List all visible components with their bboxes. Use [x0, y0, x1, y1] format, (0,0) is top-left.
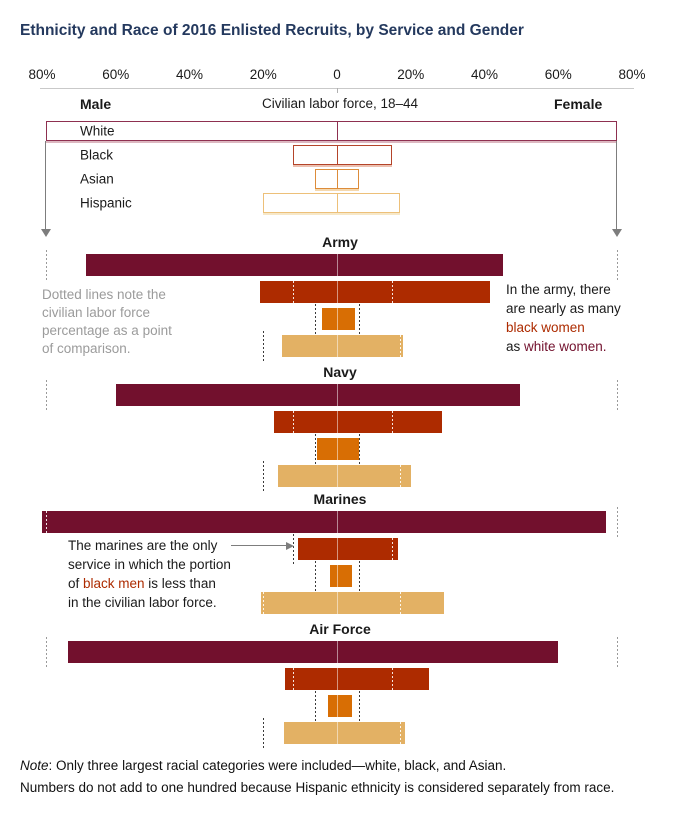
- marines-hispanic-bar: [261, 592, 444, 614]
- civilian-dotted-line-female: [392, 534, 393, 564]
- civilian-dotted-line-male: [46, 380, 47, 410]
- center-line: [337, 121, 338, 141]
- army-annotation-black-women: black women: [506, 320, 585, 335]
- right-reference-arrow-line: [616, 141, 617, 229]
- x-axis-tick-8: 80%: [618, 67, 646, 82]
- civilian-dotted-line-male: [315, 304, 316, 334]
- x-axis-tick-3: 20%: [249, 67, 277, 82]
- center-line: [337, 695, 338, 717]
- civilian-row-hispanic: [0, 193, 680, 213]
- civilian-dotted-line-male: [293, 277, 294, 307]
- center-line: [337, 281, 338, 303]
- center-line: [337, 511, 338, 533]
- civilian-label-black: Black: [80, 147, 114, 163]
- navy-hispanic-bar: [278, 465, 411, 487]
- civilian-dotted-line-male: [293, 664, 294, 694]
- navy-row-hispanic: [0, 465, 680, 487]
- center-line: [337, 308, 338, 330]
- civilian-labor-force-label: Civilian labor force, 18–44: [261, 96, 419, 111]
- navy-white-bar: [116, 384, 520, 406]
- center-line: [337, 254, 338, 276]
- female-side-label: Female: [554, 96, 603, 112]
- civilian-dotted-line-female: [359, 434, 360, 464]
- army-asian-bar: [322, 308, 355, 330]
- civilian-row-white: [0, 121, 680, 141]
- chart-title: Ethnicity and Race of 2016 Enlisted Recruits, by Service and Gender: [20, 22, 524, 39]
- marines-annotation: The marines are the only service in which the portion of black men is less than in the civilian labor force.: [68, 538, 231, 610]
- x-axis-tick-1: 60%: [102, 67, 130, 82]
- air-force-row-black: [0, 668, 680, 690]
- civilian-label-white: White: [80, 123, 115, 139]
- marines-annotation-black-men: black men: [83, 576, 145, 591]
- civilian-row-asian: [0, 169, 680, 189]
- army-annotation: In the army, there are nearly as many black women as white women.: [506, 282, 621, 354]
- civilian-dotted-line-female: [359, 304, 360, 334]
- center-line: [337, 169, 338, 189]
- dotted-lines-note: Dotted lines note the civilian labor force percentage as a point of comparison.: [42, 287, 172, 356]
- civilian-label-asian: Asian: [80, 171, 114, 187]
- air-force-white-bar: [68, 641, 558, 663]
- center-line: [337, 145, 338, 165]
- center-line: [337, 465, 338, 487]
- x-axis-tick-2: 40%: [175, 67, 204, 82]
- left-reference-arrow-line: [45, 141, 46, 229]
- section-title-air-force: Air Force: [309, 621, 371, 637]
- civilian-dotted-line-female: [359, 691, 360, 721]
- center-line: [337, 722, 338, 744]
- civilian-dotted-line-male: [293, 407, 294, 437]
- air-force-row-asian: [0, 695, 680, 717]
- center-line: [337, 335, 338, 357]
- civilian-dotted-line-male: [315, 561, 316, 591]
- civilian-dotted-line-female: [400, 718, 401, 748]
- center-line: [337, 565, 338, 587]
- navy-row-black: [0, 411, 680, 433]
- civilian-box-white: [46, 121, 618, 141]
- center-line: [337, 668, 338, 690]
- male-side-label: Male: [80, 96, 112, 112]
- civilian-dotted-line-female: [617, 637, 618, 667]
- center-line: [337, 592, 338, 614]
- x-axis-tick-5: 20%: [397, 67, 425, 82]
- marines-white-bar: [42, 511, 606, 533]
- civilian-dotted-line-male: [263, 461, 264, 491]
- civilian-box-black: [293, 145, 393, 165]
- civilian-label-hispanic: Hispanic: [80, 195, 132, 211]
- civilian-dotted-line-female: [392, 277, 393, 307]
- center-line: [337, 438, 338, 460]
- civilian-dotted-line-female: [400, 331, 401, 361]
- civilian-dotted-line-male: [46, 250, 47, 280]
- civilian-dotted-line-male: [315, 691, 316, 721]
- army-black-bar: [260, 281, 490, 303]
- zero-tick-mark: [337, 88, 338, 93]
- civilian-dotted-line-female: [392, 407, 393, 437]
- x-axis-tick-0: 80%: [28, 67, 56, 82]
- army-hispanic-bar: [282, 335, 404, 357]
- x-axis-tick-6: 40%: [470, 67, 499, 82]
- center-line: [337, 641, 338, 663]
- center-line: [337, 193, 338, 213]
- x-axis-tick-7: 60%: [544, 67, 572, 82]
- air-force-row-hispanic: [0, 722, 680, 744]
- air-force-hispanic-bar: [284, 722, 406, 744]
- civilian-dotted-line-female: [359, 561, 360, 591]
- army-row-white: [0, 254, 680, 276]
- footnote: Note: Only three largest racial categories were included—white, black, and Asian. Numbers do not add to one hundred because Hispanic ethnicity is considered separately from race.: [20, 758, 615, 795]
- air-force-row-white: [0, 641, 680, 663]
- air-force-asian-bar: [328, 695, 352, 717]
- x-axis-tick-4: 0: [333, 67, 341, 82]
- civilian-dotted-line-female: [392, 664, 393, 694]
- civilian-box-hispanic: [263, 193, 399, 213]
- army-annotation-white-women: white women.: [524, 339, 607, 354]
- section-title-navy: Navy: [323, 364, 357, 380]
- army-white-bar: [86, 254, 503, 276]
- civilian-dotted-line-female: [617, 250, 618, 280]
- civilian-dotted-line-female: [400, 588, 401, 618]
- navy-row-asian: [0, 438, 680, 460]
- marines-annotation-arrow-line: [231, 545, 286, 546]
- section-title-army: Army: [322, 234, 358, 250]
- center-line: [337, 538, 338, 560]
- marines-row-white: [0, 511, 680, 533]
- civilian-dotted-line-male: [263, 331, 264, 361]
- center-line: [337, 384, 338, 406]
- marines-black-bar: [298, 538, 398, 560]
- section-title-marines: Marines: [313, 491, 367, 507]
- civilian-dotted-line-male: [315, 434, 316, 464]
- civilian-dotted-line-male: [46, 637, 47, 667]
- navy-black-bar: [274, 411, 442, 433]
- civilian-dotted-line-male: [46, 507, 47, 537]
- civilian-row-black: [0, 145, 680, 165]
- marines-asian-bar: [330, 565, 352, 587]
- civilian-dotted-line-male: [263, 718, 264, 748]
- marines-annotation-right-arrow-icon: [286, 542, 294, 550]
- civilian-dotted-line-female: [617, 507, 618, 537]
- air-force-black-bar: [285, 668, 429, 690]
- civilian-dotted-line-male: [263, 588, 264, 618]
- center-line: [337, 411, 338, 433]
- navy-row-white: [0, 384, 680, 406]
- civilian-dotted-line-female: [400, 461, 401, 491]
- civilian-dotted-line-female: [617, 380, 618, 410]
